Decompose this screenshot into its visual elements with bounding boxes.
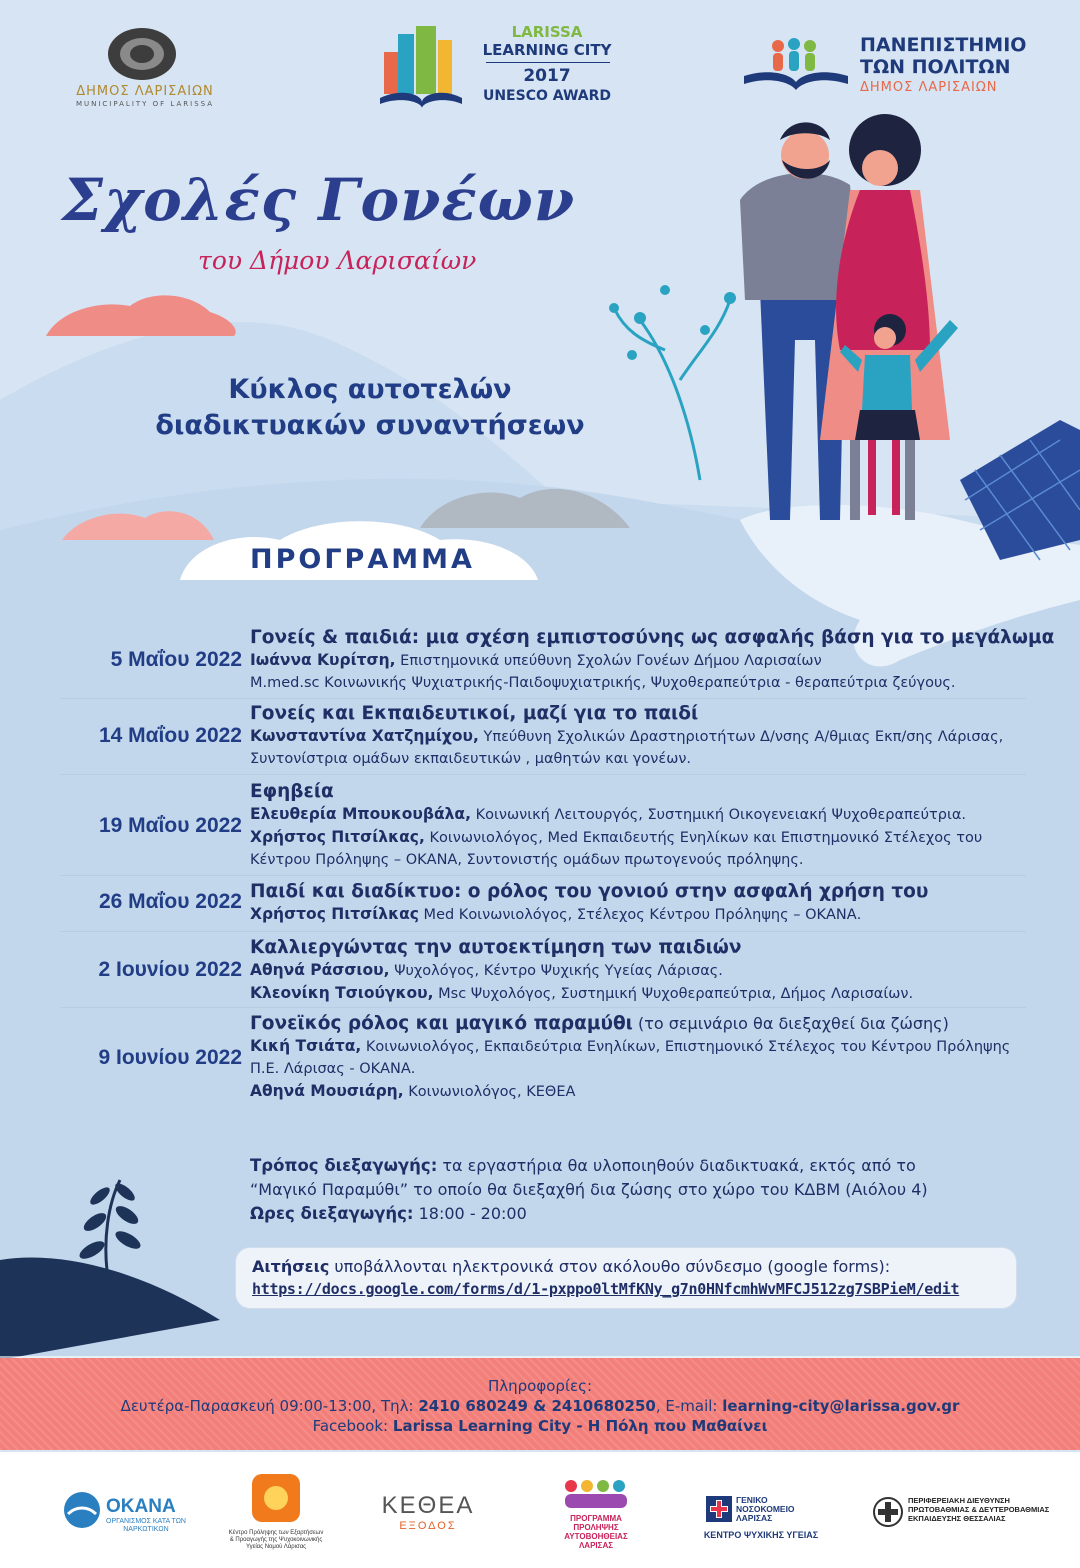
event-date: 9 Ιουνίου 2022 (98, 1046, 242, 1069)
univ-line3: ΔΗΜΟΣ ΛΑΡΙΣΑΙΩΝ (860, 80, 998, 95)
page-title: Σχολές Γονέων (62, 166, 576, 234)
speaker-role: Ψυχολόγος, Κέντρο Ψυχικής Υγείας Λάρισας. (389, 963, 723, 979)
event-date: 5 Μαΐου 2022 (110, 648, 242, 671)
page-subtitle: του Δήμου Λαρισαίων (198, 246, 477, 275)
speaker-role: Π.Ε. Λάρισας - ΟΚΑΝΑ. (250, 1061, 416, 1077)
email-label: , E-mail: (655, 1397, 718, 1415)
schedule-row (60, 1012, 1026, 1108)
sun-icon (248, 1470, 304, 1526)
speaker-name: Χρήστος Πιτσίλκας, (250, 828, 425, 846)
speaker-role: Κοινωνιολόγος, ΚΕΘΕΑ (403, 1084, 576, 1100)
hours-text: 18:00 - 20:00 (413, 1204, 527, 1223)
apply-text: υποβάλλονται ηλεκτρονικά στον ακόλουθο σύνδεσμο (google forms): (329, 1257, 891, 1276)
puzzle-people-icon (561, 1476, 631, 1512)
prevention-center-logo (226, 1470, 326, 1551)
kethea-logo (368, 1492, 488, 1532)
schedule-row (60, 880, 1026, 932)
municipality-seal-icon (102, 24, 182, 84)
schedule-row (60, 780, 1026, 876)
schedule-row (60, 626, 1055, 699)
application-box (236, 1248, 1016, 1308)
directorate-name: ΠΕΡΙΦΕΡΕΙΑΚΗ ΔΙΕΥΘΥΝΣΗ ΠΡΩΤΟΒΑΘΜΙΑΣ & ΔΕΥΤΕΡΟΒΑΘΜΙΑΣ ΕΚΠΑΙΔΕΥΣΗΣ ΘΕΣΣΑΛΙΑΣ (908, 1496, 1050, 1523)
facebook-label: Facebook: (312, 1417, 389, 1435)
apply-label: Αιτήσεις (252, 1257, 330, 1276)
info-title: Πληροφορίες: (488, 1377, 592, 1395)
event-date: 14 Μαΐου 2022 (98, 724, 242, 747)
greek-emblem-icon (872, 1496, 904, 1528)
hours-label: Ωρες διεξαγωγής: (250, 1204, 414, 1223)
schedule-row (60, 702, 1026, 775)
event-topic: Παιδί και διαδίκτυο: ο ρόλος του γονιού στην ασφαλή χρήση του (250, 881, 929, 902)
hospital-sub: ΚΕΝΤΡΟ ΨΥΧΙΚΗΣ ΥΓΕΙΑΣ (703, 1530, 819, 1540)
event-topic: Γονεϊκός ρόλος και μαγικό παραμύθι (250, 1013, 633, 1034)
univ-line2: ΤΩΝ ΠΟΛΙΤΩΝ (860, 56, 1011, 78)
phone-2[interactable]: 2410680250 (551, 1397, 656, 1415)
program-heading: ΠΡΟΓΡΑΜΜΑ (250, 544, 475, 575)
speaker-name: Ελευθερία Μπουκουβάλα, (250, 805, 471, 823)
cycle-line2: διαδικτυακών συναντήσεων (155, 410, 585, 441)
univ-line1: ΠΑΝΕΠΙΣΤΗΜΙΟ (860, 34, 1027, 56)
okana-emblem-icon (62, 1490, 102, 1530)
municipality-name: ΔΗΜΟΣ ΛΑΡΙΣΑΙΩΝ (76, 84, 214, 99)
facebook-link[interactable]: Larissa Learning City - Η Πόλη που Μαθαίνει (392, 1417, 768, 1435)
speaker-role: Επιστημονικά υπεύθυνη Σχολών Γονέων Δήμου Λαρισαίων (395, 653, 822, 669)
okana-name: OKANA (106, 1496, 176, 1517)
learning-city-building-icon (376, 22, 466, 112)
prevention-center-sub: Κέντρο Πρόληψης των Εξαρτήσεων & Προαγωγής της Ψυχοκοινωνικής Υγείας Νομού Λάρισας (228, 1530, 324, 1550)
speaker-name: Κωνσταντίνα Χατζημίχου, (250, 727, 479, 745)
lc-line2: LEARNING CITY (482, 41, 612, 59)
cycle-line1: Κύκλος αυτοτελών (228, 374, 512, 405)
speaker-role: M.med.sc Κοινωνικής Ψυχιατρικής-Παιδοψυχιατρικής, Ψυχοθεραπεύτρια - θεραπεύτρια ζεύγους. (250, 675, 956, 691)
red-cross-icon (706, 1496, 732, 1522)
kethea-sub: ΕΞΟΔΟΣ (399, 1520, 457, 1532)
mode-text-2: “Μαγικό Παραμύθι” το οποίο θα διεξαχθή δια ζώσης στο χώρο του ΚΔΒΜ (Αιόλου 4) (250, 1180, 928, 1199)
event-date: 2 Ιουνίου 2022 (98, 958, 242, 981)
mode-label: Τρόπος διεξαγωγής: (250, 1156, 438, 1175)
municipality-logo (60, 24, 230, 108)
phone-1[interactable]: 2410 680249 (418, 1397, 528, 1415)
speaker-role: Κοινωνιολόγος, Εκπαιδεύτρια Ενηλίκων, Επιστημονικό Στέλεχος του Κέντρου Πρόληψης (361, 1039, 1011, 1055)
event-topic: Γονείς και Εκπαιδευτικοί, μαζί για το παιδί (250, 703, 699, 724)
schedule-row (60, 936, 1026, 1008)
speaker-role: Med Κοινωνιολόγος, Στέλεχος Κέντρου Πρόληψης – ΟΚΑΝΑ. (418, 907, 862, 923)
speaker-role: Κοινωνιολόγος, Med Εκπαιδευτής Ενηλίκων και Επιστημονικό Στέλεχος του (424, 830, 983, 846)
email-link[interactable]: learning-city@larissa.gov.gr (722, 1397, 960, 1415)
learning-city-logo (376, 22, 626, 112)
event-details (250, 1154, 1040, 1226)
event-date: 26 Μαΐου 2022 (98, 890, 242, 913)
office-hours: Δευτέρα-Παρασκευή 09:00-13:00, Τηλ: (120, 1397, 414, 1415)
speaker-name: Κλεονίκη Τσιούγκου, (250, 984, 434, 1002)
open-book-people-icon (740, 36, 852, 94)
event-date: 19 Μαΐου 2022 (98, 814, 242, 837)
speaker-name: Κική Τσιάτα, (250, 1037, 362, 1055)
okana-sub: ΟΡΓΑΝΙΣΜΟΣ ΚΑΤΑ ΤΩΝ ΝΑΡΚΩΤΙΚΩΝ (106, 1518, 186, 1533)
kethea-name: ΚΕΘΕΑ (381, 1492, 475, 1519)
event-topic: Γονείς & παιδιά: μια σχέση εμπιστοσύνης ως ασφαλής βάση για το μεγάλωμα (250, 627, 1055, 648)
speaker-role: Msc Ψυχολόγος, Συστημική Ψυχοθεραπεύτρια, Δήμος Λαρισαίων. (433, 986, 914, 1002)
lc-line1: LARISSA (511, 23, 583, 41)
speaker-role: Συντονίστρια ομάδων εκπαιδευτικών , μαθητών και γονέων. (250, 751, 692, 767)
speaker-name: Ιωάννα Κυρίτση, (250, 651, 396, 669)
schedule (0, 626, 1080, 1106)
mode-text: τα εργαστήρια θα υλοποιηθούν διαδικτυακά, εκτός από το (437, 1156, 916, 1175)
speaker-role: Κέντρου Πρόληψης – ΟΚΑΝΑ, Συντονιστής ομάδων πρωτογενούς πρόληψης. (250, 852, 804, 868)
phone-separator: & (527, 1397, 552, 1415)
citizens-university-logo (740, 32, 1027, 102)
lc-line4: UNESCO AWARD (482, 88, 612, 104)
speaker-name: Χρήστος Πιτσίλκας (250, 905, 419, 923)
speaker-name: Αθηνά Ράσσιου, (250, 961, 390, 979)
partner-logos (0, 1452, 1080, 1568)
event-topic: Εφηβεία (250, 781, 334, 802)
event-topic: Καλλιεργώντας την αυτοεκτίμηση των παιδιών (250, 937, 742, 958)
info-footer (0, 1358, 1080, 1450)
event-note: (το σεμινάριο θα διεξαχθεί δια ζώσης) (632, 1014, 949, 1033)
self-help-program-logo (556, 1476, 636, 1550)
municipality-sub: MUNICIPALITY OF LARISSA (75, 100, 215, 108)
cycle-title (100, 372, 640, 444)
lc-line3: 2017 (523, 66, 571, 86)
speaker-role: Κοινωνική Λειτουργός, Συστημική Οικογενειακή Ψυχοθεραπεύτρια. (470, 807, 967, 823)
hospital-name: ΓΕΝΙΚΟ ΝΟΣΟΚΟΜΕΙΟ ΛΑΡΙΣΑΣ (736, 1495, 795, 1523)
self-help-program-name: ΠΡΟΓΡΑΜΜΑ ΠΡΟΛΗΨΗΣ ΑΥΤΟΒΟΗΘΕΙΑΣ ΛΑΡΙΣΑΣ (564, 1514, 628, 1550)
google-forms-link[interactable]: https://docs.google.com/forms/d/1-pxppo0ltMfKNy_g7n0HNfcmhWvMFCJ512zg7SBPieM/edit (252, 1280, 960, 1298)
speaker-name: Αθηνά Μουσιάρη, (250, 1082, 404, 1100)
speaker-role: Υπεύθυνη Σχολικών Δραστηριοτήτων Δ/νσης Α/θμιας Εκπ/σης Λάρισας, (478, 729, 1004, 745)
